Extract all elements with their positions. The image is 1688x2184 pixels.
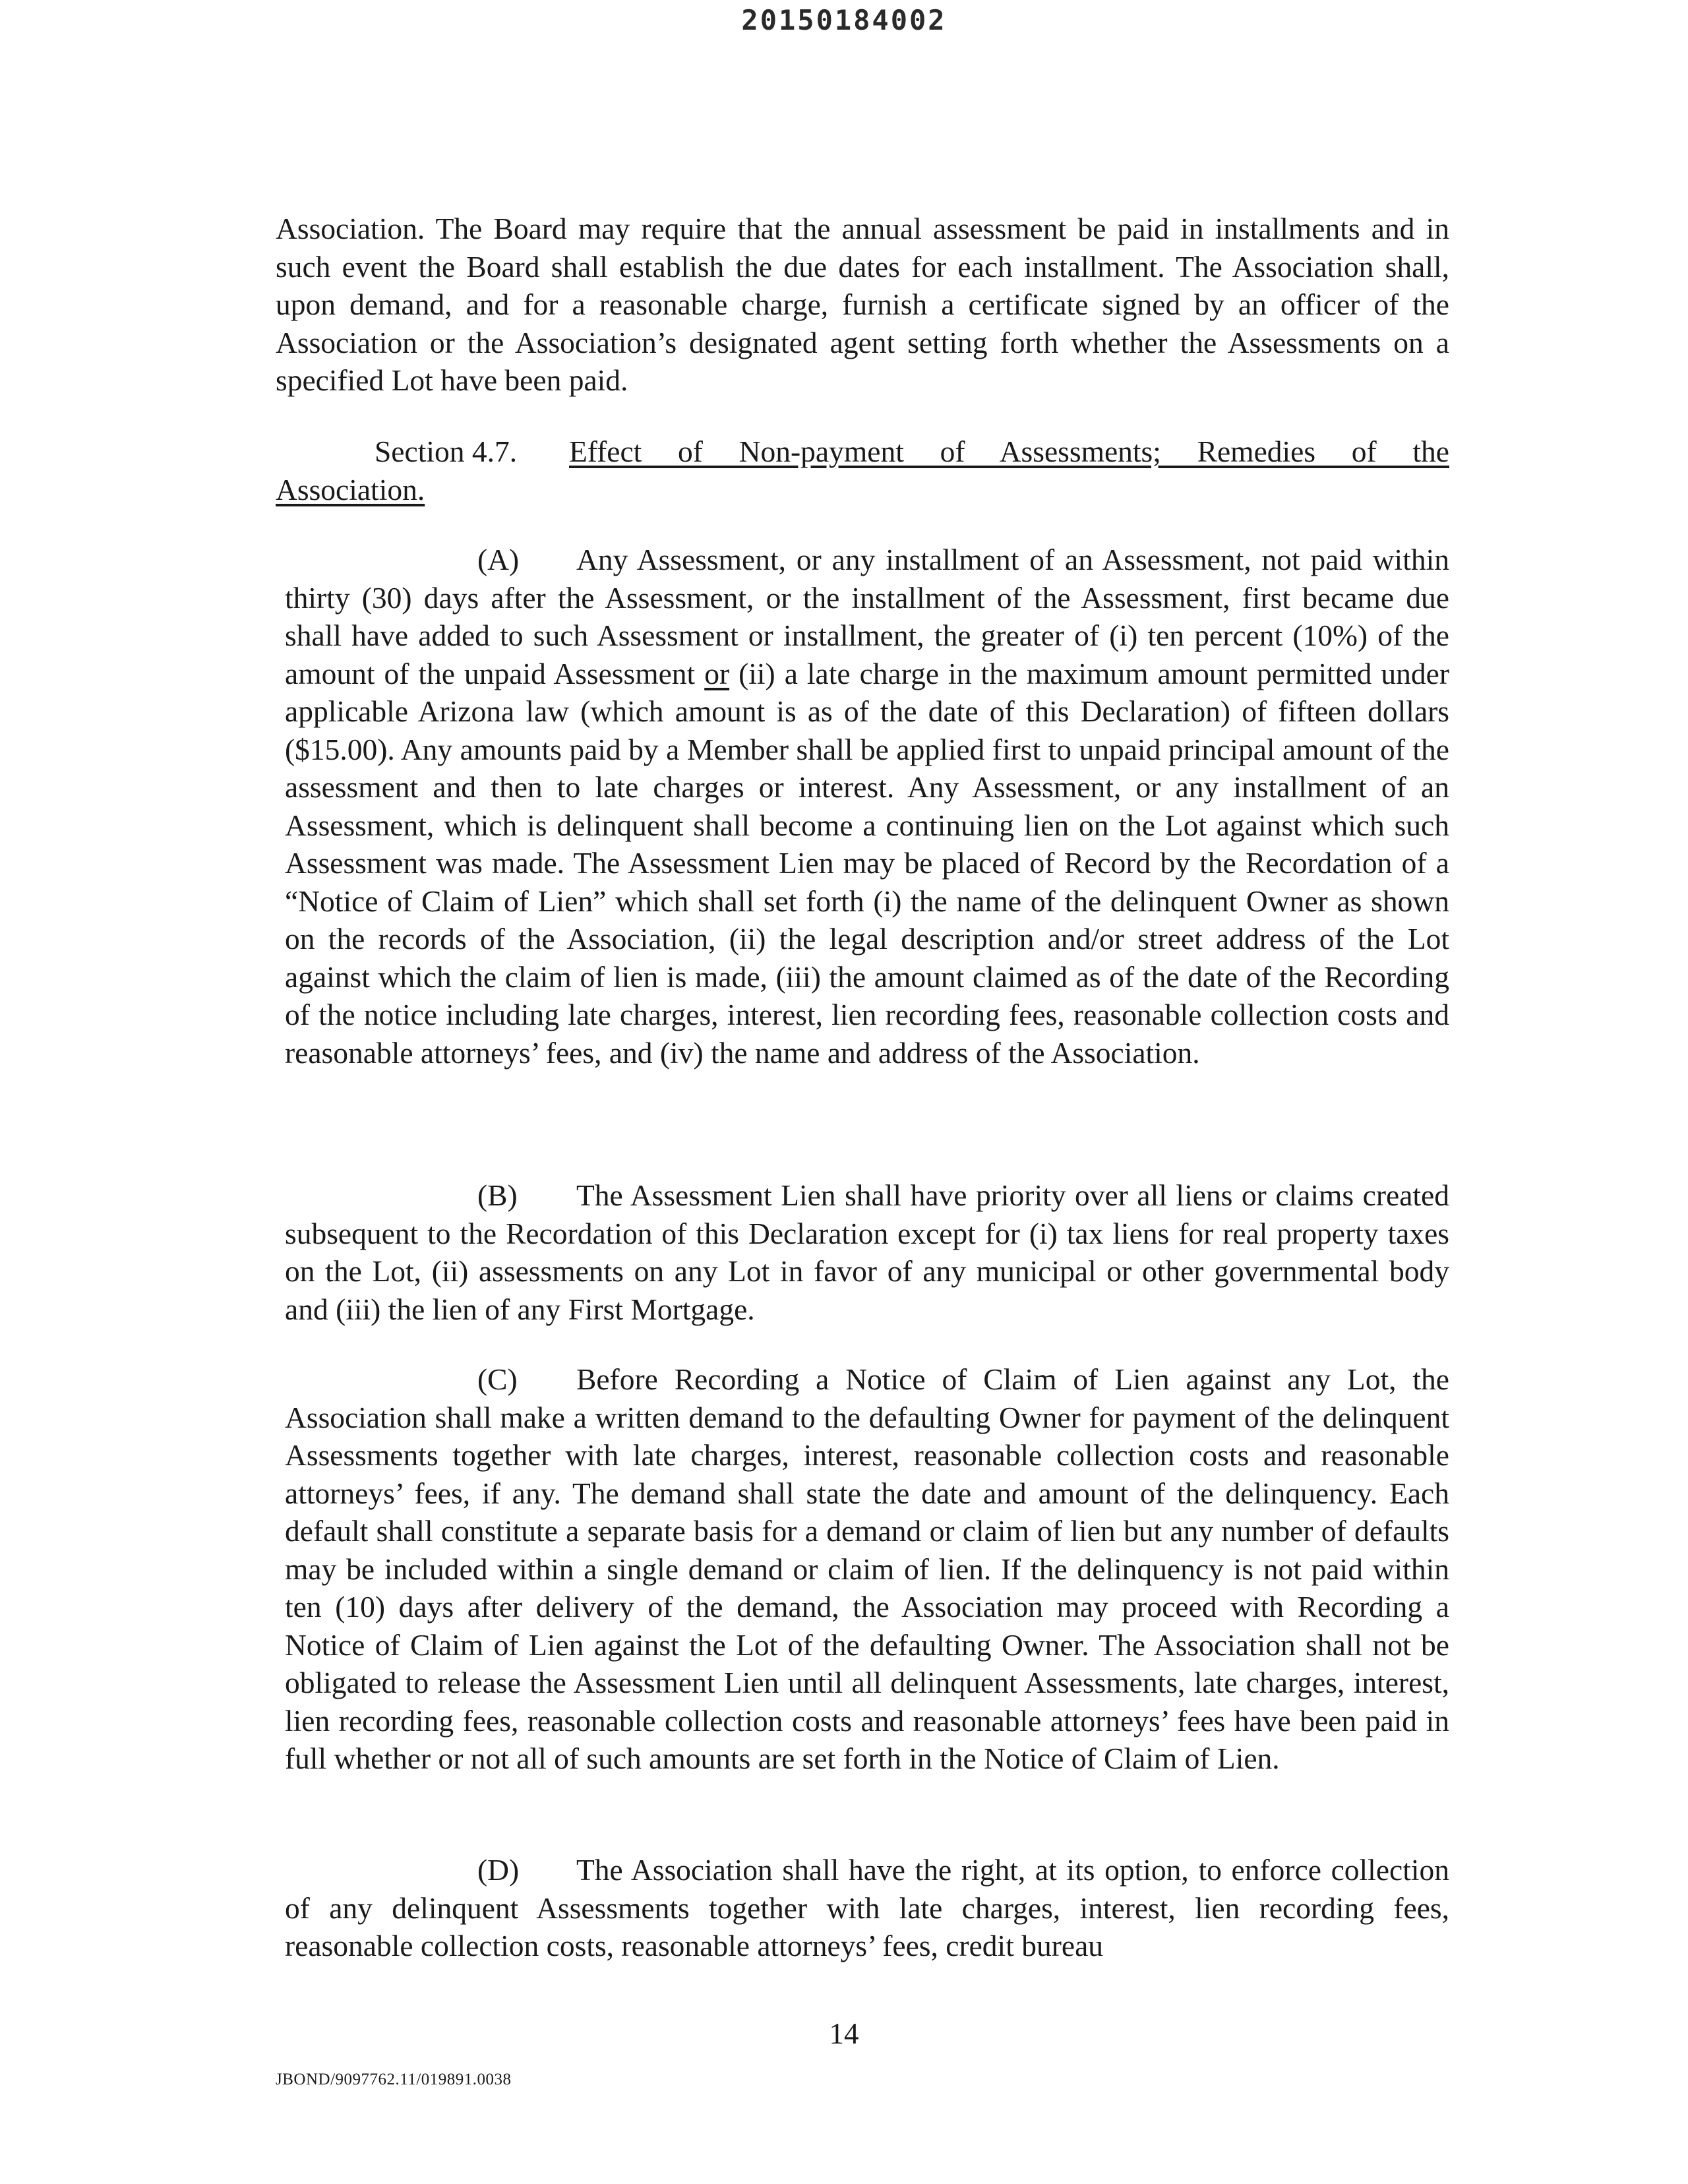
subsection-d <box>285 1851 1449 1965</box>
page-number: 14 <box>829 2017 859 2050</box>
section-title-line2: Association. <box>276 472 425 506</box>
subsection-a-or-underlined: or <box>704 656 730 690</box>
section-title-line1: Effect of Non-payment of Assessments; Remedies of the <box>569 435 1449 468</box>
subsection-a <box>285 541 1449 1072</box>
subsection-d-text: The Association shall have the right, at its option, to enforce collection of any delinquent Assessments together with late charges, interest, lien recording fees, reasonable collection costs, reasonable attorneys’ fees, credit bureau <box>285 1853 1449 1962</box>
intro-paragraph: Association. The Board may require that the annual assessment be paid in installments and in such event the Board shall establish the due dates for each installment. The Association shall, upon demand, and for a reasonable charge, furnish a certificate signed by an officer of the Association or the Association’s designated agent setting forth whether the Assessments on a specified Lot have been paid. <box>276 212 1449 397</box>
subsection-d-marker: (D) <box>477 1853 520 1887</box>
subsection-b-text: The Assessment Lien shall have priority over all liens or claims created subsequent to the Recordation of this Declaration except for (i) tax liens for real property taxes on the Lot, (ii) assessments on any Lot in favor of any municipal or other governmental body and (iii) the lien of any First Mortgage. <box>285 1178 1449 1326</box>
subsection-a-text-part2: (ii) a late charge in the maximum amount permitted under applicable Arizona law (which amount is as of the date of this Declaration) of fifteen dollars ($15.00). Any amounts paid by a Member shall be applied first to unpaid principal amount of the assessment and then to late charges or interest. Any Assessment, or any installment of an Assessment, which is delinquent shall become a continuing lien on the Lot against which such Assessment was made. The Assessment Lien may be placed of Record by the Recordation of a “Notice of Claim of Lien” which shall set forth (i) the name of the delinquent Owner as shown on the records of the Association, (ii) the legal description and/or street address of the Lot against which the claim of lien is made, (iii) the amount claimed as of the date of the Recording of the notice including late charges, interest, lien recording fees, reasonable collection costs and reasonable attorneys’ fees, and (iv) the name and address of the Association. <box>285 656 1449 1070</box>
subsection-a-marker: (A) <box>477 543 520 576</box>
subsection-b <box>285 1176 1449 1328</box>
subsection-a-text-part1: Any Assessment, or any installment of an Assessment, not paid within thirty (30) days after the Assessment, or the installment of the Assessment, first became due shall have added to such Assessment or installment, the greater of (i) ten percent (10%) of the amount of the unpaid Assessment <box>285 543 1449 690</box>
recording-number: 20150184002 <box>741 4 947 36</box>
subsection-c <box>285 1360 1449 1778</box>
subsection-c-marker: (C) <box>477 1362 518 1396</box>
section-number: Section 4.7. <box>375 435 518 468</box>
subsection-c-text: Before Recording a Notice of Claim of Lien against any Lot, the Association shall make a written demand to the defaulting Owner for payment of the delinquent Assessments together with late charges, interest, reasonable collection costs and reasonable attorneys’ fees, if any. The demand shall state the date and amount of the delinquency. Each default shall constitute a separate basis for a demand or claim of lien but any number of defaults may be included within a single demand or claim of lien. If the delinquency is not paid within ten (10) days after delivery of the demand, the Association may proceed with Recording a Notice of Claim of Lien against the Lot of the defaulting Owner. The Association shall not be obligated to release the Assessment Lien until all delinquent Assessments, late charges, interest, lien recording fees, reasonable collection costs and reasonable attorneys’ fees have been paid in full whether or not all of such amounts are set forth in the Notice of Claim of Lien. <box>285 1362 1449 1775</box>
section-heading <box>276 433 1449 508</box>
subsection-b-marker: (B) <box>477 1178 518 1212</box>
document-id: JBOND/9097762.11/019891.0038 <box>276 2071 512 2088</box>
